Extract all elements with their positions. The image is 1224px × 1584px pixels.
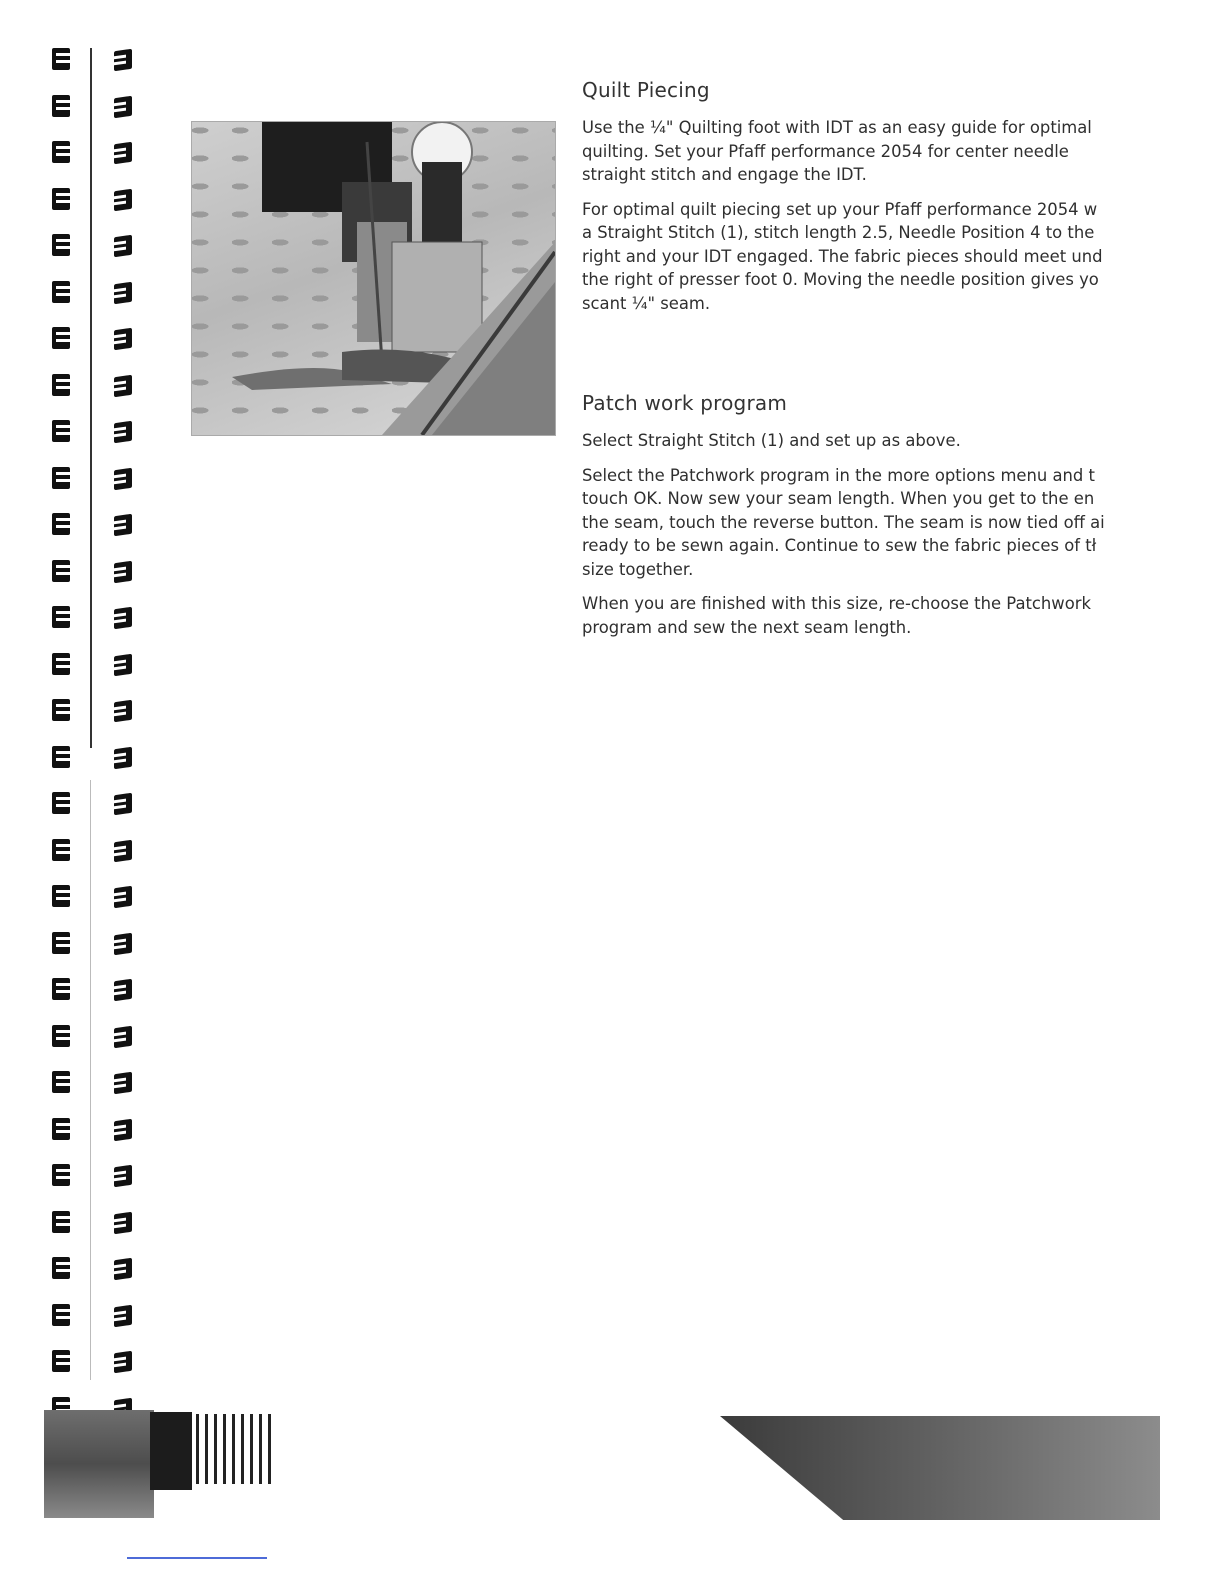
blue-underline — [127, 1557, 267, 1559]
text-line: When you are finished with this size, re-choose the Patchwork — [582, 594, 1091, 613]
text-line: right and your IDT engaged. The fabric pieces should meet und — [582, 246, 1103, 266]
binding-coil-right — [114, 1072, 132, 1095]
binding-coil-left — [52, 560, 70, 582]
patchwork-paragraph-3 — [582, 592, 1182, 639]
binding-coil-left — [52, 653, 70, 675]
text-line: size together. — [582, 559, 694, 579]
binding-coil-right — [114, 421, 132, 444]
patchwork-program-heading: Patch work program — [582, 391, 788, 415]
binding-coil-left — [52, 374, 70, 396]
binding-coil-left — [52, 1118, 70, 1140]
text-line: touch OK. Now sew your seam length. When you get to the en — [582, 489, 1095, 508]
binding-coil-left — [52, 327, 70, 349]
binding-coil-right — [114, 1258, 132, 1281]
binding-coil-left — [52, 839, 70, 861]
quilt-piecing-paragraph-1 — [582, 116, 1182, 187]
binding-coil-right — [114, 560, 132, 583]
binding-coil-right — [114, 328, 132, 351]
binding-coil-right — [114, 1351, 132, 1374]
text-line: Select Straight Stitch (1) and set up as above. — [582, 431, 961, 450]
binding-coil-right — [114, 839, 132, 862]
binding-coil-right — [114, 95, 132, 118]
binding-coil-left — [52, 467, 70, 489]
binding-coil-right — [114, 281, 132, 304]
binding-coil-left — [52, 1350, 70, 1372]
scan-artifact-bars — [196, 1414, 276, 1484]
instruction-column — [582, 78, 1182, 650]
binding-coil-right — [114, 746, 132, 769]
sewing-machine-icon — [192, 122, 555, 435]
binding-coil-left — [52, 1071, 70, 1093]
binding-coil-right — [114, 700, 132, 723]
binding-coil-right — [114, 653, 132, 676]
binding-coil-right — [114, 514, 132, 537]
binding-coil-left — [52, 885, 70, 907]
binding-coil-left — [52, 606, 70, 628]
binding-coil-left — [52, 420, 70, 442]
patchwork-paragraph-1 — [582, 429, 1182, 453]
binding-rule-faint — [90, 780, 91, 1380]
binding-coil-right — [114, 235, 132, 258]
binding-coil-right — [114, 188, 132, 211]
quilt-piecing-heading: Quilt Piecing — [582, 78, 710, 102]
binding-coil-left — [52, 1211, 70, 1233]
binding-coil-right — [114, 142, 132, 165]
text-line: scant ¼" seam. — [582, 293, 711, 313]
binding-coil-right — [114, 979, 132, 1002]
binding-coil-right — [114, 1118, 132, 1141]
quilt-piecing-paragraph-2 — [582, 198, 1182, 316]
text-line: a Straight Stitch (1), stitch length 2.5, Needle Position 4 to the — [582, 223, 1095, 242]
binding-coil-right — [114, 1025, 132, 1048]
binding-coil-right — [114, 793, 132, 816]
binding-coil-left — [52, 699, 70, 721]
presser-foot-photo — [191, 121, 556, 436]
binding-rule — [90, 48, 92, 748]
text-line: the seam, touch the reverse button. The seam is now tied off ai — [582, 512, 1105, 532]
binding-coil-right — [114, 1304, 132, 1327]
binding-coil-left — [52, 48, 70, 70]
text-line: For optimal quilt piecing set up your Pfaff performance 2054 w — [582, 199, 1098, 219]
binding-coil-left — [52, 1304, 70, 1326]
text-line: ready to be sewn again. Continue to sew the fabric pieces of tł — [582, 536, 1097, 555]
binding-coil-left — [52, 234, 70, 256]
binding-coil-right — [114, 49, 132, 72]
binding-coil-left — [52, 932, 70, 954]
text-line: straight stitch and engage the IDT. — [582, 165, 867, 184]
scan-artifact-left — [44, 1410, 154, 1518]
binding-coil-left — [52, 746, 70, 768]
binding-coil-left — [52, 792, 70, 814]
text-line: quilting. Set your Pfaff performance 2054 for center needle — [582, 141, 1069, 161]
binding-coil-right — [114, 886, 132, 909]
text-line: Use the ¼" Quilting foot with IDT as an easy guide for optimal — [582, 118, 1092, 137]
spiral-binding — [38, 40, 148, 1400]
binding-coil-right — [114, 1165, 132, 1188]
binding-coil-left — [52, 281, 70, 303]
binding-coil-left — [52, 141, 70, 163]
binding-coil-left — [52, 188, 70, 210]
binding-coil-right — [114, 1211, 132, 1234]
binding-coil-left — [52, 513, 70, 535]
scan-artifact-right — [720, 1416, 1160, 1520]
binding-coil-left — [52, 1257, 70, 1279]
text-line: program and sew the next seam length. — [582, 617, 912, 637]
patchwork-paragraph-2 — [582, 464, 1182, 582]
binding-coil-left — [52, 978, 70, 1000]
binding-coil-right — [114, 932, 132, 955]
binding-coil-right — [114, 467, 132, 490]
binding-coil-left — [52, 95, 70, 117]
text-line: Select the Patchwork program in the more options menu and t — [582, 465, 1095, 485]
binding-coil-left — [52, 1164, 70, 1186]
binding-coil-right — [114, 607, 132, 630]
scan-artifact-dark — [150, 1412, 192, 1490]
binding-coil-right — [114, 374, 132, 397]
text-line: the right of presser foot 0. Moving the needle position gives yo — [582, 270, 1099, 289]
binding-coil-left — [52, 1025, 70, 1047]
